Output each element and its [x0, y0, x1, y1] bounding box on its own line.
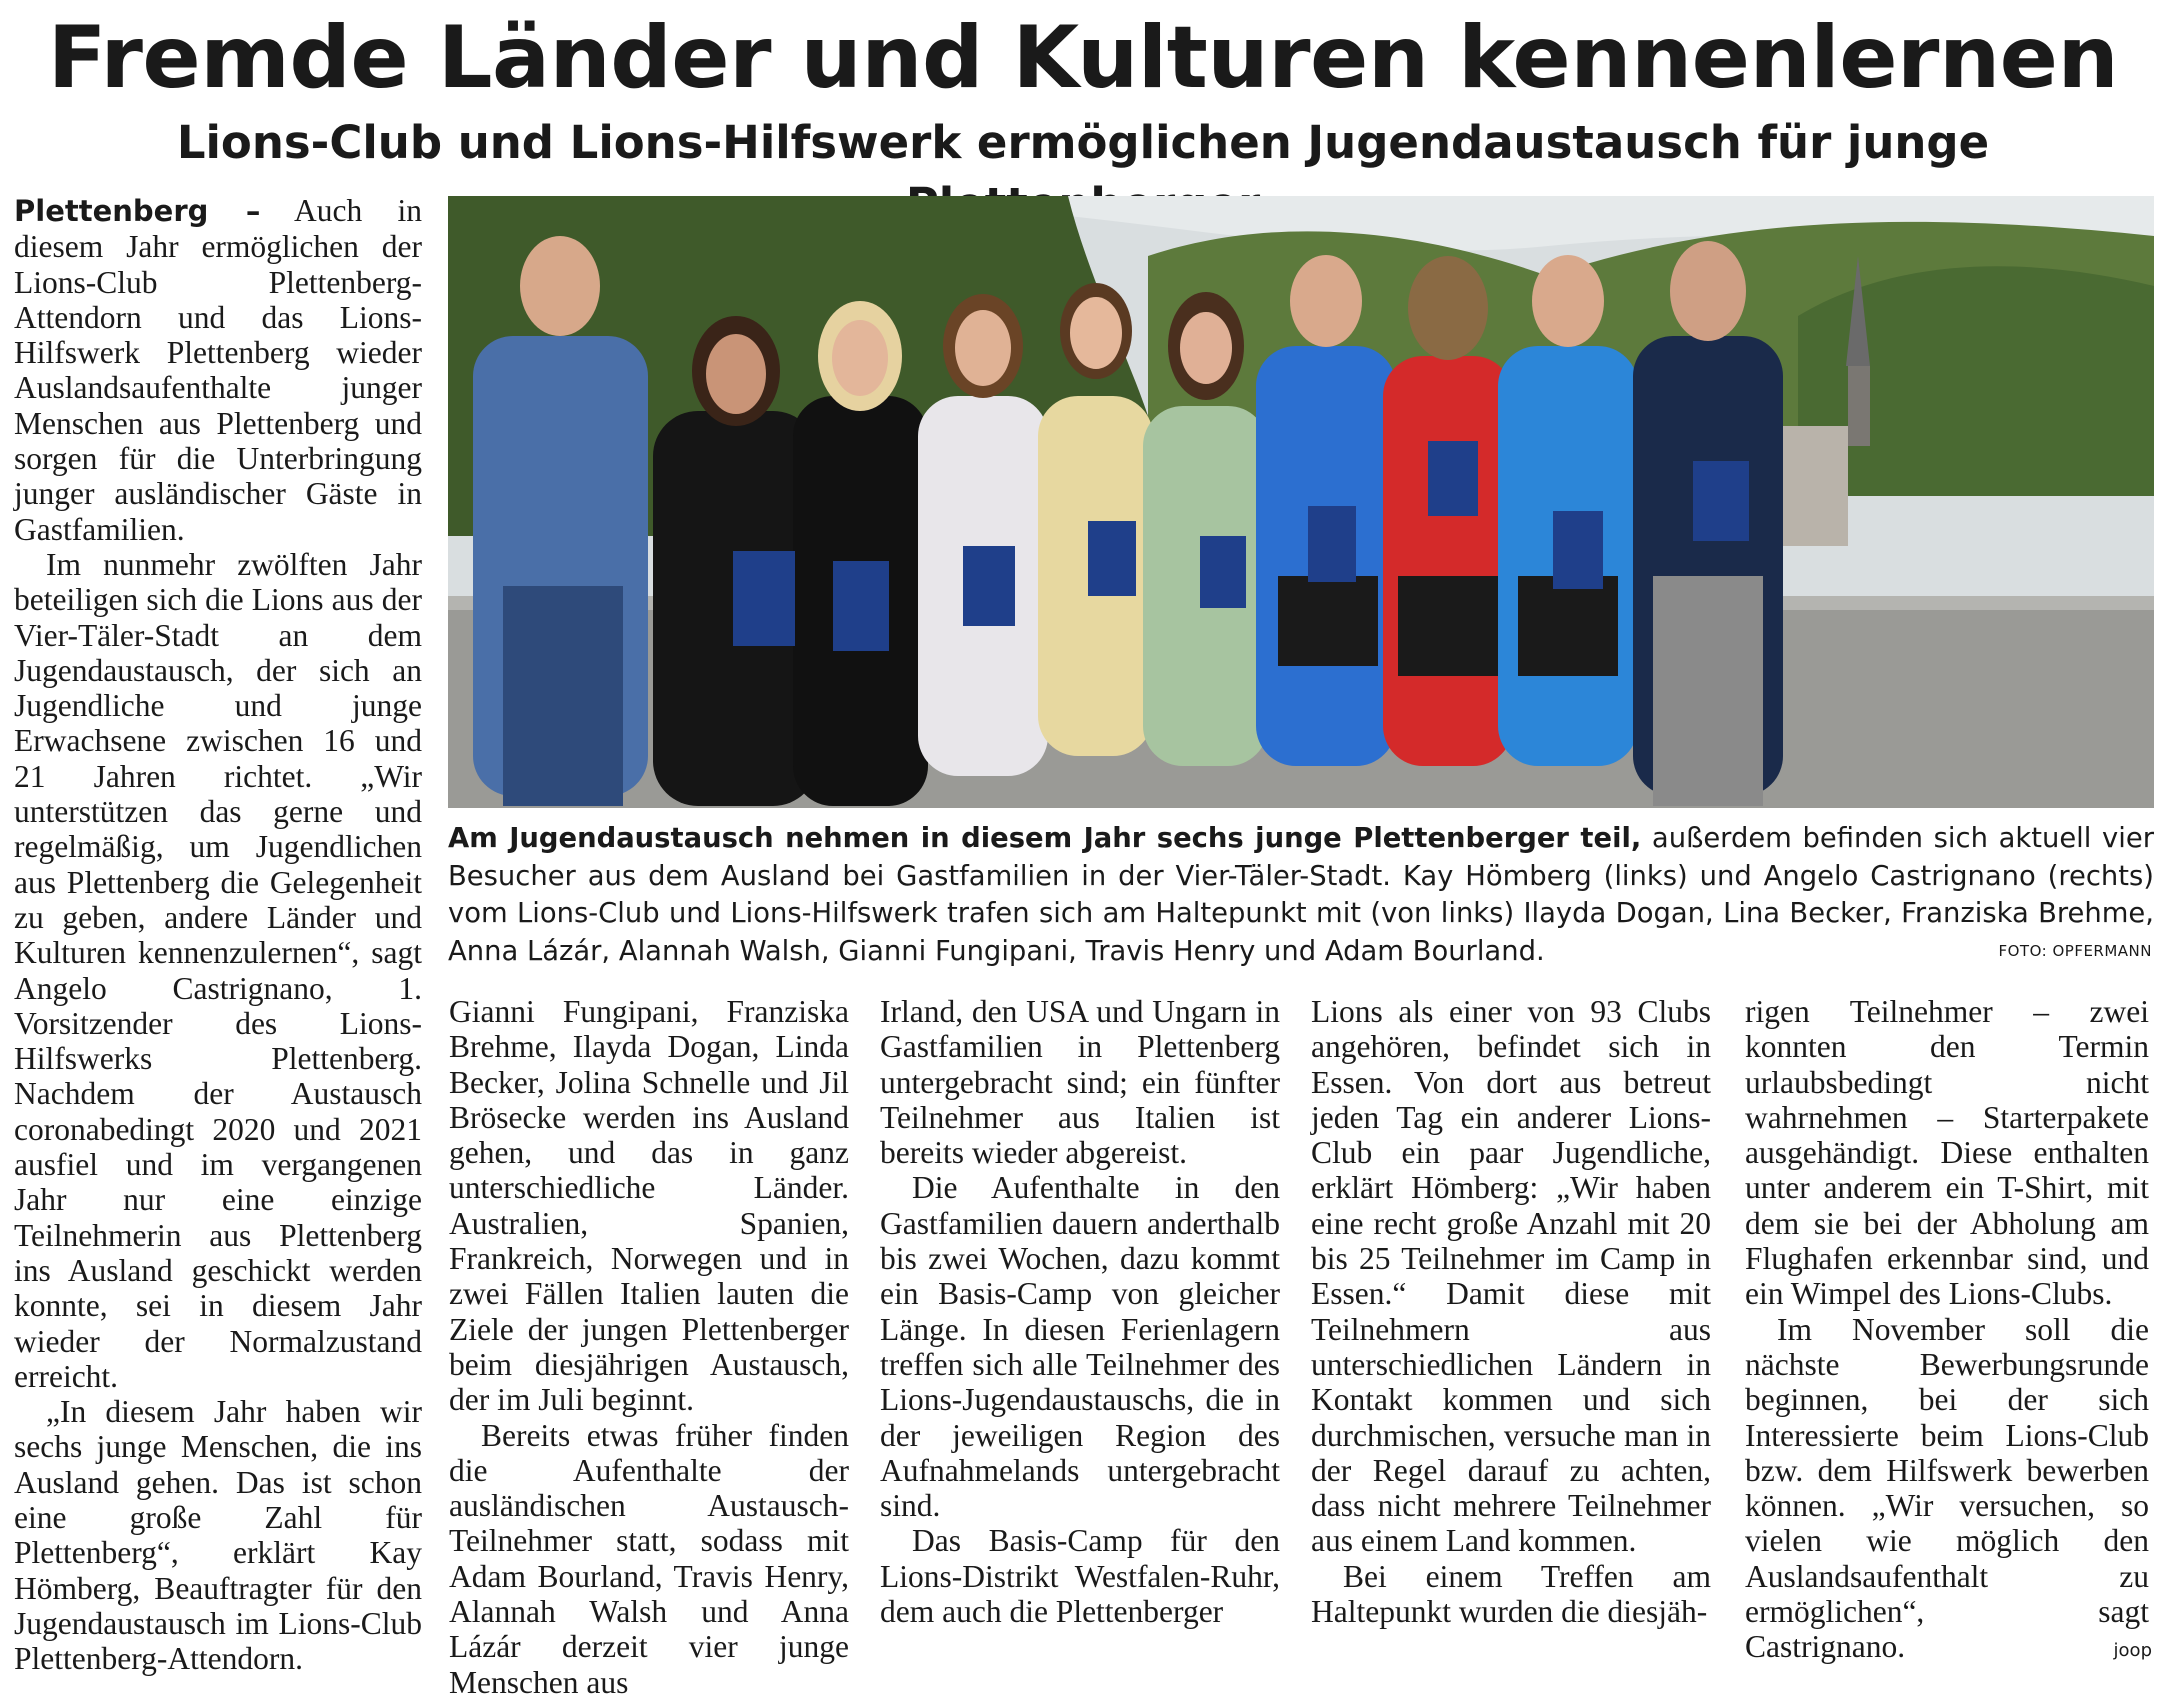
paragraph: Bei einem Treffen am Haltepunkt wurden die diesjäh- — [1311, 1558, 1711, 1630]
article-column-2 — [449, 994, 849, 1700]
lions-pennant — [1693, 461, 1749, 541]
lions-pennant — [1308, 506, 1356, 582]
paragraph: Lions als einer von 93 Clubs angehören, befindet sich in Essen. Von dort aus betreut jeden Tag ein anderer Lions-Club ein paar Jugendliche, erklärt Hömberg: „Wir haben eine recht große Anzahl mit 20 bis 25 Teilnehmer im Camp in Essen.“ Damit diese mit Teilnehmern aus unterschiedlichen Ländern in Kontakt kommen und sich durchmischen, versuche man in der Regel darauf zu achten, dass nicht mehrere Teilnehmer aus einem Land kommen. — [1311, 994, 1711, 1559]
paragraph: Im nunmehr zwölften Jahr beteiligen sich die Lions aus der Vier-Täler-Stadt an dem Jugendaustausch, der sich an Jugendliche und junge Erwachsene zwischen 16 und 21 Jahren richtet. „Wir unterstützen das gerne und regelmäßig, um Jugendlichen aus Plettenberg die Gelegenheit zu geben, andere Länder und Kulturen kennenzulernen“, sagt Angelo Castrignano, 1. Vorsitzender des Lions-Hilfswerks Plettenberg. Nachdem der Austausch coronabedingt 2020 und 2021 ausfiel und im vergangenen Jahr nur eine einzige Teilnehmerin aus Plettenberg ins Ausland geschickt werden konnte, sei in diesem Jahr wieder der Normalzustand erreicht. — [14, 546, 422, 1394]
photo-credit: FOTO: OPFERMANN — [1998, 942, 2152, 960]
paragraph: Irland, den USA und Ungarn in Gastfamilien in Plettenberg untergebracht sind; ein fünfter Teilnehmer aus Italien ist bereits wieder abgereist. — [880, 994, 1280, 1171]
photo-church-tower — [1848, 366, 1870, 446]
lions-pennant — [963, 546, 1015, 626]
lions-pennant — [1200, 536, 1246, 608]
paragraph: Das Basis-Camp für den Lions-Distrikt Westfalen-Ruhr, dem auch die Plettenberger — [880, 1523, 1280, 1630]
group-photo-illustration — [448, 196, 2154, 808]
paragraph: Bereits etwas früher finden die Aufenthalte der ausländischen Austausch-Teilnehmer statt, sodass mit Adam Bourland, Travis Henry, Alannah Walsh und Anna Lázár derzeit vier junge Menschen aus — [449, 1417, 849, 1700]
paragraph: Gianni Fungipani, Franziska Brehme, Ilayda Dogan, Linda Becker, Jolina Schnelle und Jil Brösecke werden ins Ausland gehen, und das in ganz unterschiedliche Länder. Australien, Spanien, Frankreich, Norwegen und in zwei Fällen Italien lauten die Ziele der jungen Plettenberger beim diesjährigen Austausch, der im Juli beginnt. — [449, 994, 849, 1418]
subheadline: Lions-Club und Lions-Hilfswerk ermöglichen Jugendaustausch für junge — [176, 116, 1990, 169]
article-column-1 — [14, 193, 422, 1676]
lions-pennant — [1428, 441, 1478, 516]
article-column-3 — [880, 994, 1280, 1629]
paragraph: Im November soll die nächste Bewerbungsrunde beginnen, bei der sich Interessierte beim Lions-Club bzw. dem Hilfswerk bewerben können. „Wir versuchen, so vielen wie möglich den Auslandsaufenthalt zu ermöglichen“, sagt Castrignano. — [1745, 1311, 2149, 1665]
caption-text: außerdem befinden sich aktuell vier Besucher aus dem Ausland bei Gastfamilien in der Vier-Täler-Stadt. Kay Hömberg (links) und Angelo Castrignano (rechts) vom Lions-Club und Lions-Hilfswerk trafen sich am Haltepunkt mit (von links) Ilayda Dogan, Lina Becker, Franziska Brehme, Anna Lázár, Alannah Walsh, Gianni Fungipani, Travis Henry und Adam Bourland. — [448, 823, 2154, 967]
lions-pennant — [1088, 521, 1136, 596]
lions-pennant — [1553, 511, 1603, 589]
paragraph — [14, 193, 422, 547]
paragraph: „In diesem Jahr haben wir sechs junge Menschen, die ins Ausland gehen. Das ist schon eine große Zahl für Plettenberg“, erklärt Kay Hömberg, Beauftragter für den Jugendaustausch im Lions-Club Plettenberg-Attendorn. — [14, 1394, 422, 1677]
article-column-4 — [1311, 994, 1711, 1629]
lions-pennant — [833, 561, 889, 651]
paragraph-text: Auch in diesem Jahr ermöglichen der Lions-Club Plettenberg-Attendorn und das Lions-Hilfswerk Plettenberg wieder Auslandsaufenthalte junger Menschen aus Plettenberg und sorgen für die Unterbringung junger ausländischer Gäste in Gastfamilien. — [14, 193, 422, 547]
photo-caption — [448, 820, 2154, 970]
headline: Fremde Länder und Kulturen kennenlernen — [47, 8, 2119, 108]
paragraph: rigen Teilnehmer – zwei konnten den Termin urlaubsbedingt nicht wahrnehmen – Starterpakete ausgehändigt. Diese enthalten unter anderem ein T-Shirt, mit dem sie bei der Abholung am Flughafen erkennbar sind, und ein Wimpel des Lions-Clubs. — [1745, 994, 2149, 1312]
dateline: Plettenberg – — [14, 194, 261, 228]
lions-pennant — [733, 551, 795, 646]
caption-lead: Am Jugendaustausch nehmen in diesem Jahr sechs junge Plettenberger teil, — [448, 823, 1642, 854]
author-initials: joop — [2113, 1640, 2152, 1661]
group-photo — [448, 196, 2154, 808]
paragraph: Die Aufenthalte in den Gastfamilien dauern anderthalb bis zwei Wochen, dazu kommt ein Basis-Camp von gleicher Länge. In diesen Ferienlagern treffen sich alle Teilnehmer des Lions-Jugendaustauschs, die in der jeweiligen Region des Aufnahmelands untergebracht sind. — [880, 1170, 1280, 1524]
article-column-5 — [1745, 994, 2149, 1665]
